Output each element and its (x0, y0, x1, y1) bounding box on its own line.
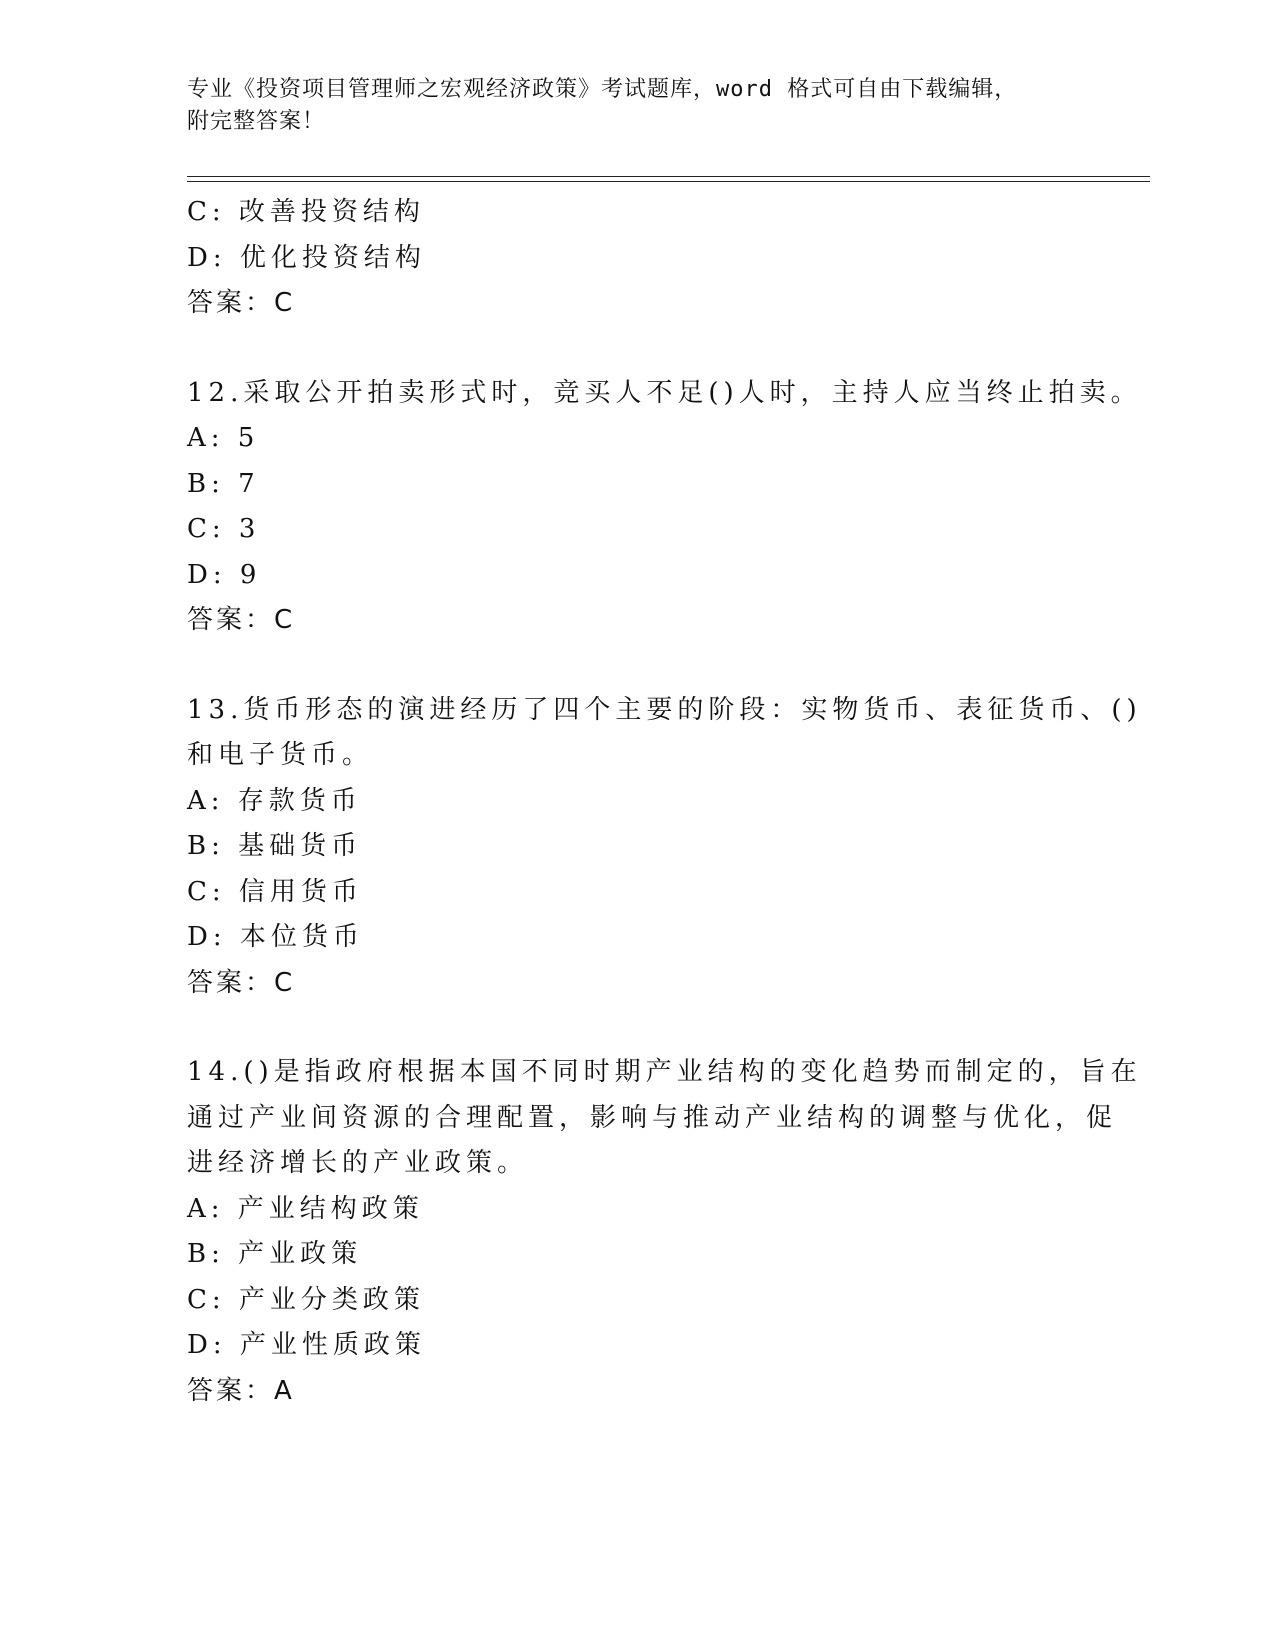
option-d: D: 优化投资结构 (187, 242, 426, 273)
question-text: 12.采取公开拍卖形式时，竞买人不足()人时，主持人应当终止拍卖。 (187, 377, 1142, 408)
answer-line: 答案：A (187, 1375, 295, 1406)
option-c: C: 3 (187, 514, 261, 544)
answer-line: 答案：C (187, 605, 296, 635)
option-c: C: 产业分类政策 (187, 1284, 425, 1315)
option-a: A: 5 (187, 423, 260, 453)
option-d: D: 本位货币 (187, 922, 364, 952)
question-12 (187, 371, 1142, 644)
option-d: D: 产业性质政策 (187, 1330, 426, 1360)
question-text: 通过产业间资源的合理配置，影响与推动产业结构的调整与优化，促 (187, 1102, 1118, 1133)
header-divider-top (187, 176, 1150, 177)
answer-line: 答案：C (187, 288, 296, 318)
question-block-prev (187, 190, 1087, 327)
document-body (187, 190, 1142, 1414)
question-text: 进经济增长的产业政策。 (187, 1148, 529, 1178)
option-b: B: 基础货币 (187, 831, 363, 861)
header-line-2: 附完整答案！ (187, 109, 326, 134)
question-text: 和电子货币。 (187, 740, 374, 770)
option-c: C: 改善投资结构 (187, 197, 425, 227)
question-14 (187, 1050, 1142, 1414)
option-b: B: 产业政策 (187, 1239, 363, 1269)
header-line-1: 专业《投资项目管理师之宏观经济政策》考试题库，word 格式可自由下载编辑， (187, 77, 1018, 102)
header-divider-bottom (187, 181, 1150, 182)
option-b: B: 7 (187, 468, 260, 499)
question-13 (187, 688, 1142, 1007)
document-header (187, 74, 1067, 138)
answer-line: 答案：C (187, 967, 296, 998)
question-text: 14.()是指政府根据本国不同时期产业结构的变化趋势而制定的，旨在 (187, 1057, 1142, 1087)
option-d: D: 9 (187, 559, 262, 590)
option-a: A: 存款货币 (187, 785, 362, 816)
option-c: C: 信用货币 (187, 876, 363, 907)
question-text: 13.货币形态的演进经历了四个主要的阶段：实物货币、表征货币、() (187, 694, 1142, 725)
option-a: A: 产业结构政策 (187, 1193, 424, 1224)
